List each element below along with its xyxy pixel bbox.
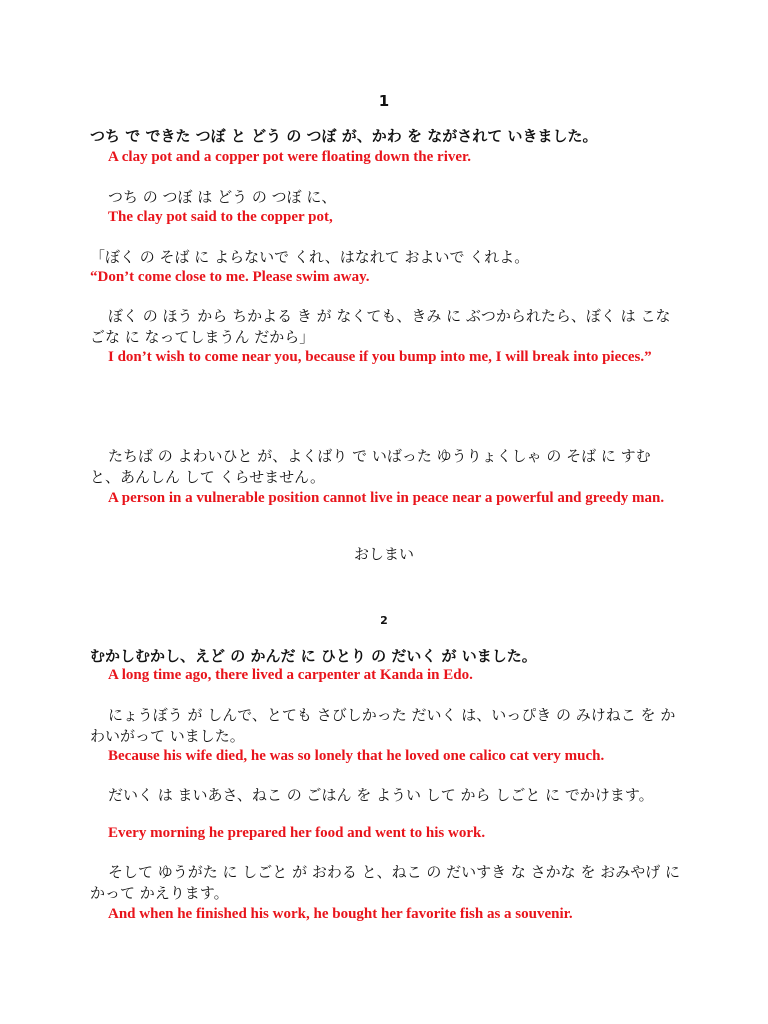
ja-paragraph: にょうぼう が しんで、とても さびしかった だいく は、いっぴき の みけねこ を かわいがって いました。 <box>90 706 676 745</box>
en-translation: “Don’t come close to me. Please swim away. <box>90 269 370 285</box>
en-translation: A clay pot and a copper pot were floating down the river. <box>108 149 472 165</box>
ja-paragraph: そして ゆうがた に しごと が おわる と、ねこ の だいすき な さかな を おみやげ に かって かえります。 <box>90 863 685 902</box>
en-translation: I don’t wish to come near you, because if you bump into me, I will break into pieces.” <box>108 349 652 365</box>
ja-paragraph: たちば の よわいひと が、よくばり で いばった ゆうりょくしゃ の そば に すむ と、あんしん して くらせません。 <box>90 447 656 486</box>
story-ending: おしまい <box>353 545 414 563</box>
ja-paragraph: むかしむかし、えど の かんだ に ひとり の だいく が いました。 <box>90 647 537 665</box>
ja-paragraph: だいく は まいあさ、ねこ の ごはん を ようい して から しごと に でかけます。 <box>108 786 654 804</box>
en-translation: A long time ago, there lived a carpenter at Kanda in Edo. <box>108 667 473 683</box>
en-translation: And when he finished his work, he bought her favorite fish as a souvenir. <box>108 906 573 922</box>
en-translation: A person in a vulnerable position cannot live in peace near a powerful and greedy man. <box>108 490 665 506</box>
ja-paragraph: つち で できた つぼ と どう の つぼ が、かわ を ながされて いきました。 <box>90 127 598 145</box>
ja-paragraph: ぼく の ほう から ちかよる き が なくても、きみ に ぶつかられたら、ぼく は こなごな に なってしまうん だから」 <box>90 307 671 346</box>
en-translation: Because his wife died, he was so lonely that he loved one calico cat very much. <box>108 748 605 764</box>
ja-paragraph: つち の つぼ は どう の つぼ に、 <box>108 188 337 206</box>
en-translation: Every morning he prepared her food and went to his work. <box>108 825 486 841</box>
ja-paragraph: 「ぼく の そば に よらないで くれ、はなれて およいで くれよ。 <box>90 248 530 266</box>
section-number-2: 2 <box>380 614 388 627</box>
section-number-1: 1 <box>378 92 390 110</box>
en-translation: The clay pot said to the copper pot, <box>108 209 333 225</box>
